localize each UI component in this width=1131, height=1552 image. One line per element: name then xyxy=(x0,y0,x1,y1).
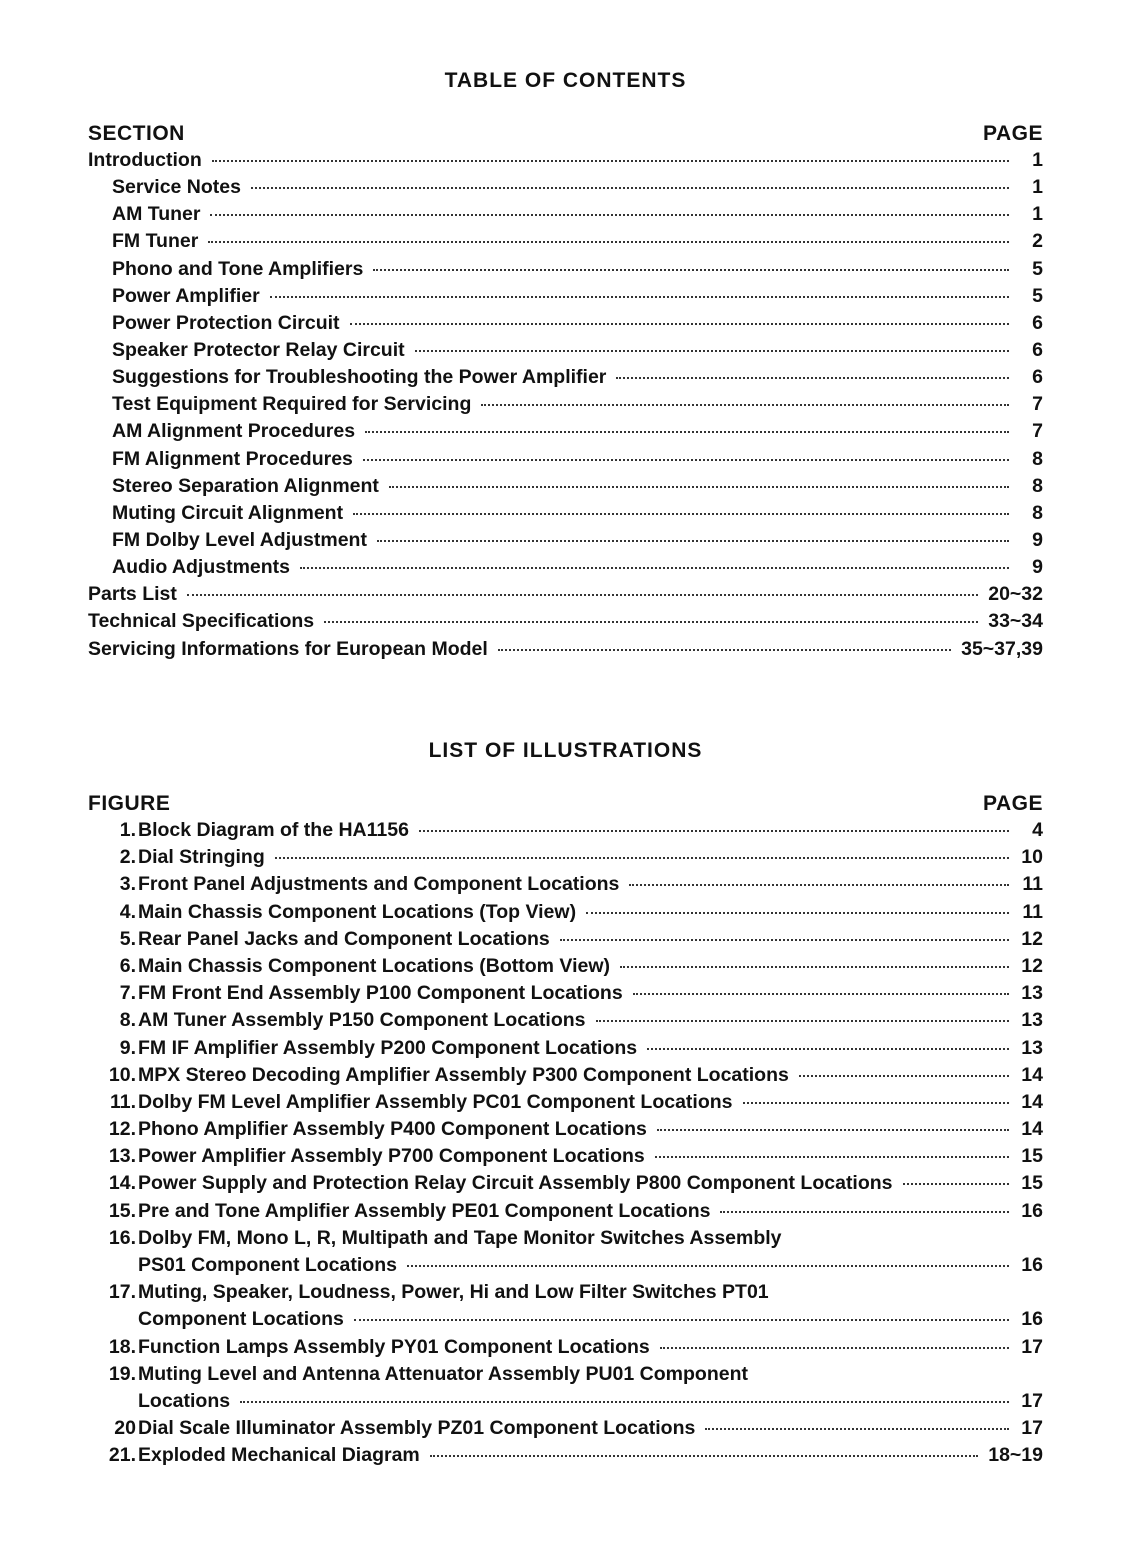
figure-label: Locations xyxy=(138,1389,231,1412)
figure-label: Main Chassis Component Locations (Bottom View) xyxy=(138,954,611,977)
figure-entry[interactable] xyxy=(88,1089,1043,1116)
figure-page: 13 xyxy=(1021,982,1043,1005)
dot-leader xyxy=(560,938,1009,941)
dot-leader xyxy=(720,1210,1009,1213)
figure-page: 17 xyxy=(1021,1335,1043,1358)
toc-entry-page: 6 xyxy=(1032,366,1043,389)
toc-entry[interactable] xyxy=(88,446,1043,473)
dot-leader xyxy=(212,159,1009,162)
section-column-label: SECTION xyxy=(88,122,185,145)
dot-leader xyxy=(251,186,1009,189)
dot-leader xyxy=(655,1155,1009,1158)
figure-entry[interactable] xyxy=(88,871,1043,898)
dot-leader xyxy=(799,1074,1009,1077)
dot-leader xyxy=(415,349,1009,352)
toc-entry-label: Muting Circuit Alignment xyxy=(112,501,344,524)
figure-page: 11 xyxy=(1022,873,1043,896)
figure-number: 20 xyxy=(114,1417,136,1440)
figure-label: Dial Stringing xyxy=(138,846,265,869)
toc-entry-page: 35~37,39 xyxy=(961,637,1043,660)
toc-title: TABLE OF CONTENTS xyxy=(444,69,687,92)
toc-entry-label: Service Notes xyxy=(112,176,241,199)
figure-entry[interactable] xyxy=(88,1279,1043,1306)
toc-entry-page: 8 xyxy=(1032,501,1043,524)
toc-entry[interactable] xyxy=(88,554,1043,581)
figure-label: Dial Scale Illuminator Assembly PZ01 Component Locations xyxy=(138,1417,696,1440)
figure-number: 8. xyxy=(119,1009,136,1032)
toc-entry[interactable] xyxy=(88,283,1043,310)
toc-entry-label: Technical Specifications xyxy=(88,610,315,633)
figure-label: PS01 Component Locations xyxy=(138,1254,397,1276)
figure-entry[interactable] xyxy=(88,926,1043,953)
toc-entry-page: 5 xyxy=(1032,284,1043,307)
dot-leader xyxy=(660,1346,1009,1349)
toc-entry-page: 33~34 xyxy=(988,610,1043,633)
dot-leader xyxy=(903,1182,1009,1185)
toc-entry[interactable] xyxy=(88,527,1043,554)
toc-column-header xyxy=(88,120,1043,147)
dot-leader xyxy=(657,1128,1009,1131)
figure-number: 9. xyxy=(119,1036,136,1059)
dot-leader xyxy=(430,1454,978,1457)
dot-leader xyxy=(596,1019,1010,1022)
page-column-label: PAGE xyxy=(983,792,1043,815)
toc-entry-page: 2 xyxy=(1032,230,1043,253)
dot-leader xyxy=(633,992,1009,995)
toc-entry[interactable] xyxy=(88,256,1043,283)
toc-entry-page: 5 xyxy=(1032,257,1043,280)
figure-page: 16 xyxy=(1021,1308,1043,1331)
dot-leader xyxy=(300,566,1009,569)
figure-label: Exploded Mechanical Diagram xyxy=(138,1444,420,1467)
toc-entry-page: 1 xyxy=(1032,203,1043,226)
toc-entry-page: 9 xyxy=(1032,528,1043,551)
toc-entry[interactable] xyxy=(88,581,1043,608)
toc-entry-label: FM Tuner xyxy=(112,230,199,253)
figure-page: 14 xyxy=(1021,1063,1043,1086)
toc-entry[interactable] xyxy=(88,310,1043,337)
toc-entry[interactable] xyxy=(88,364,1043,391)
figure-number: 5. xyxy=(119,927,136,950)
figure-page: 14 xyxy=(1021,1090,1043,1113)
toc-entry[interactable] xyxy=(88,636,1043,663)
toc-entry-page: 1 xyxy=(1032,149,1043,171)
illustrations-column-header xyxy=(88,790,1043,817)
dot-leader xyxy=(270,295,1009,298)
toc-entry-label: Power Protection Circuit xyxy=(112,311,340,334)
toc-entry-page: 8 xyxy=(1032,447,1043,470)
toc-entry[interactable] xyxy=(88,500,1043,527)
figure-label: Function Lamps Assembly PY01 Component Locations xyxy=(138,1335,650,1358)
figure-entry[interactable] xyxy=(88,1170,1043,1197)
dot-leader xyxy=(481,403,1009,406)
figure-page: 18~19 xyxy=(988,1444,1043,1467)
figure-entry[interactable] xyxy=(88,1388,1043,1415)
figure-entry[interactable] xyxy=(88,980,1043,1007)
toc-entry-page: 8 xyxy=(1032,474,1043,497)
toc-entry-label: FM Dolby Level Adjustment xyxy=(112,528,367,551)
figure-label: Main Chassis Component Locations (Top View) xyxy=(138,900,577,923)
figure-number: 13. xyxy=(108,1145,136,1168)
toc-entry-page: 9 xyxy=(1032,556,1043,579)
figure-entry[interactable] xyxy=(88,1306,1043,1333)
toc-entry-label: AM Alignment Procedures xyxy=(112,420,356,443)
figure-number: 1. xyxy=(119,819,136,841)
figure-label: Muting Level and Antenna Attenuator Assembly PU01 Component xyxy=(138,1362,748,1385)
toc-entry[interactable] xyxy=(88,147,1043,174)
toc-entry[interactable] xyxy=(88,608,1043,635)
toc-entry-page: 7 xyxy=(1032,420,1043,443)
figure-label: Muting, Speaker, Loudness, Power, Hi and Low Filter Switches PT01 xyxy=(138,1281,769,1304)
figure-page: 16 xyxy=(1021,1254,1043,1276)
figure-page: 15 xyxy=(1021,1172,1043,1195)
figure-label: Dolby FM, Mono L, R, Multipath and Tape Monitor Switches Assembly xyxy=(138,1226,782,1249)
dot-leader xyxy=(616,376,1009,379)
figure-page: 12 xyxy=(1021,954,1043,977)
figure-page: 4 xyxy=(1032,819,1043,841)
toc-entry-page: 20~32 xyxy=(988,583,1043,606)
dot-leader xyxy=(187,593,978,596)
toc-entry[interactable] xyxy=(88,337,1043,364)
dot-leader xyxy=(208,240,1009,243)
figure-number: 17. xyxy=(108,1281,136,1304)
figure-number: 11. xyxy=(109,1090,136,1113)
dot-leader xyxy=(373,268,1009,271)
figure-label: Front Panel Adjustments and Component Locations xyxy=(138,873,620,896)
figure-page: 13 xyxy=(1021,1009,1043,1032)
figure-number: 18. xyxy=(108,1335,136,1358)
toc-entry-label: Test Equipment Required for Servicing xyxy=(112,393,472,416)
figure-label: MPX Stereo Decoding Amplifier Assembly P300 Component Locations xyxy=(138,1063,789,1086)
toc-entry-page: 7 xyxy=(1032,393,1043,416)
dot-leader xyxy=(647,1047,1009,1050)
figure-label: AM Tuner Assembly P150 Component Locations xyxy=(138,1009,586,1032)
figure-entry[interactable] xyxy=(88,1007,1043,1034)
dot-leader xyxy=(275,856,1009,859)
dot-leader xyxy=(743,1101,1010,1104)
figure-entry[interactable] xyxy=(88,1361,1043,1388)
dot-leader xyxy=(586,911,1009,914)
figure-page: 13 xyxy=(1021,1036,1043,1059)
figure-page: 10 xyxy=(1021,846,1043,869)
figure-label: FM IF Amplifier Assembly P200 Component Locations xyxy=(138,1036,638,1059)
figure-label: FM Front End Assembly P100 Component Locations xyxy=(138,982,623,1005)
figure-page: 14 xyxy=(1021,1118,1043,1141)
dot-leader xyxy=(377,539,1009,542)
toc-entry[interactable] xyxy=(88,418,1043,445)
table-of-contents xyxy=(88,64,1043,663)
figure-entry[interactable] xyxy=(88,1225,1043,1252)
figure-entry[interactable] xyxy=(88,844,1043,871)
figure-number: 12. xyxy=(108,1118,136,1141)
illustrations-title: LIST OF ILLUSTRATIONS xyxy=(428,739,703,762)
figure-page: 17 xyxy=(1021,1389,1043,1412)
figure-entry[interactable] xyxy=(88,1198,1043,1225)
page-column-label: PAGE xyxy=(983,122,1043,145)
dot-leader xyxy=(324,620,978,623)
figure-entry[interactable] xyxy=(88,1062,1043,1089)
toc-entry[interactable] xyxy=(88,174,1043,201)
figure-label: Power Amplifier Assembly P700 Component Locations xyxy=(138,1145,645,1168)
figure-page: 17 xyxy=(1021,1417,1043,1440)
figure-page: 16 xyxy=(1021,1199,1043,1222)
figure-number: 3. xyxy=(119,873,136,896)
dot-leader xyxy=(354,1318,1009,1321)
figure-number: 7. xyxy=(119,982,136,1005)
toc-entry-label: Stereo Separation Alignment xyxy=(112,474,379,497)
figure-number: 21. xyxy=(108,1444,136,1467)
figure-label: Phono Amplifier Assembly P400 Component Locations xyxy=(138,1118,647,1141)
dot-leader xyxy=(498,648,951,651)
toc-entry-label: Introduction xyxy=(88,149,202,171)
dot-leader xyxy=(353,512,1009,515)
figure-label: Dolby FM Level Amplifier Assembly PC01 Component Locations xyxy=(138,1090,733,1113)
dot-leader xyxy=(240,1400,1009,1403)
dot-leader xyxy=(389,485,1009,488)
dot-leader xyxy=(350,322,1009,325)
figure-label: Pre and Tone Amplifier Assembly PE01 Component Locations xyxy=(138,1199,711,1222)
figure-number: 19. xyxy=(108,1362,136,1385)
figure-entry[interactable] xyxy=(88,1334,1043,1361)
figure-label: Power Supply and Protection Relay Circuit Assembly P800 Component Locations xyxy=(138,1172,893,1195)
toc-entry-label: Suggestions for Troubleshooting the Power Amplifier xyxy=(112,366,607,389)
illustrations-list xyxy=(88,817,1043,1470)
figure-entry[interactable] xyxy=(88,953,1043,980)
dot-leader xyxy=(629,883,1009,886)
figure-number: 10. xyxy=(108,1063,136,1086)
toc-entry-label: Audio Adjustments xyxy=(112,556,291,579)
figure-number: 2. xyxy=(119,846,136,869)
figure-number: 14. xyxy=(108,1172,136,1195)
dot-leader xyxy=(419,829,1009,832)
figure-entry[interactable] xyxy=(88,817,1043,844)
toc-list xyxy=(88,147,1043,663)
figure-page: 15 xyxy=(1021,1145,1043,1168)
dot-leader xyxy=(407,1264,1009,1267)
figure-number: 6. xyxy=(119,954,136,977)
dot-leader xyxy=(705,1427,1009,1430)
toc-entry[interactable] xyxy=(88,201,1043,228)
figure-entry[interactable] xyxy=(88,1415,1043,1442)
dot-leader xyxy=(363,458,1009,461)
toc-entry-label: Servicing Informations for European Model xyxy=(88,637,488,660)
toc-entry[interactable] xyxy=(88,228,1043,255)
figure-entry[interactable] xyxy=(88,1116,1043,1143)
figure-number: 4. xyxy=(119,900,136,923)
figure-entry[interactable] xyxy=(88,899,1043,926)
toc-entry-label: Phono and Tone Amplifiers xyxy=(112,257,364,280)
toc-entry-label: Power Amplifier xyxy=(112,284,260,307)
figure-number: 16. xyxy=(108,1226,136,1249)
toc-entry-label: FM Alignment Procedures xyxy=(112,447,353,470)
toc-entry-label: Parts List xyxy=(88,583,177,606)
toc-entry-label: Speaker Protector Relay Circuit xyxy=(112,338,405,361)
toc-entry-label: AM Tuner xyxy=(112,203,201,226)
figure-column-label: FIGURE xyxy=(88,792,171,815)
dot-leader xyxy=(210,213,1009,216)
list-of-illustrations xyxy=(88,734,1043,1470)
toc-entry[interactable] xyxy=(88,473,1043,500)
toc-entry-page: 1 xyxy=(1032,176,1043,199)
figure-page: 12 xyxy=(1021,927,1043,950)
dot-leader xyxy=(620,965,1009,968)
toc-entry-page: 6 xyxy=(1032,338,1043,361)
figure-entry[interactable] xyxy=(88,1143,1043,1170)
figure-entry[interactable] xyxy=(88,1035,1043,1062)
dot-leader xyxy=(365,430,1009,433)
figure-entry[interactable] xyxy=(88,1252,1043,1279)
figure-label: Rear Panel Jacks and Component Locations xyxy=(138,927,550,950)
figure-number: 15. xyxy=(108,1199,136,1222)
figure-entry[interactable] xyxy=(88,1442,1043,1469)
toc-entry[interactable] xyxy=(88,391,1043,418)
figure-page: 11 xyxy=(1022,900,1043,923)
figure-label: Component Locations xyxy=(138,1308,344,1331)
toc-entry-page: 6 xyxy=(1032,311,1043,334)
figure-label: Block Diagram of the HA1156 xyxy=(138,819,409,841)
